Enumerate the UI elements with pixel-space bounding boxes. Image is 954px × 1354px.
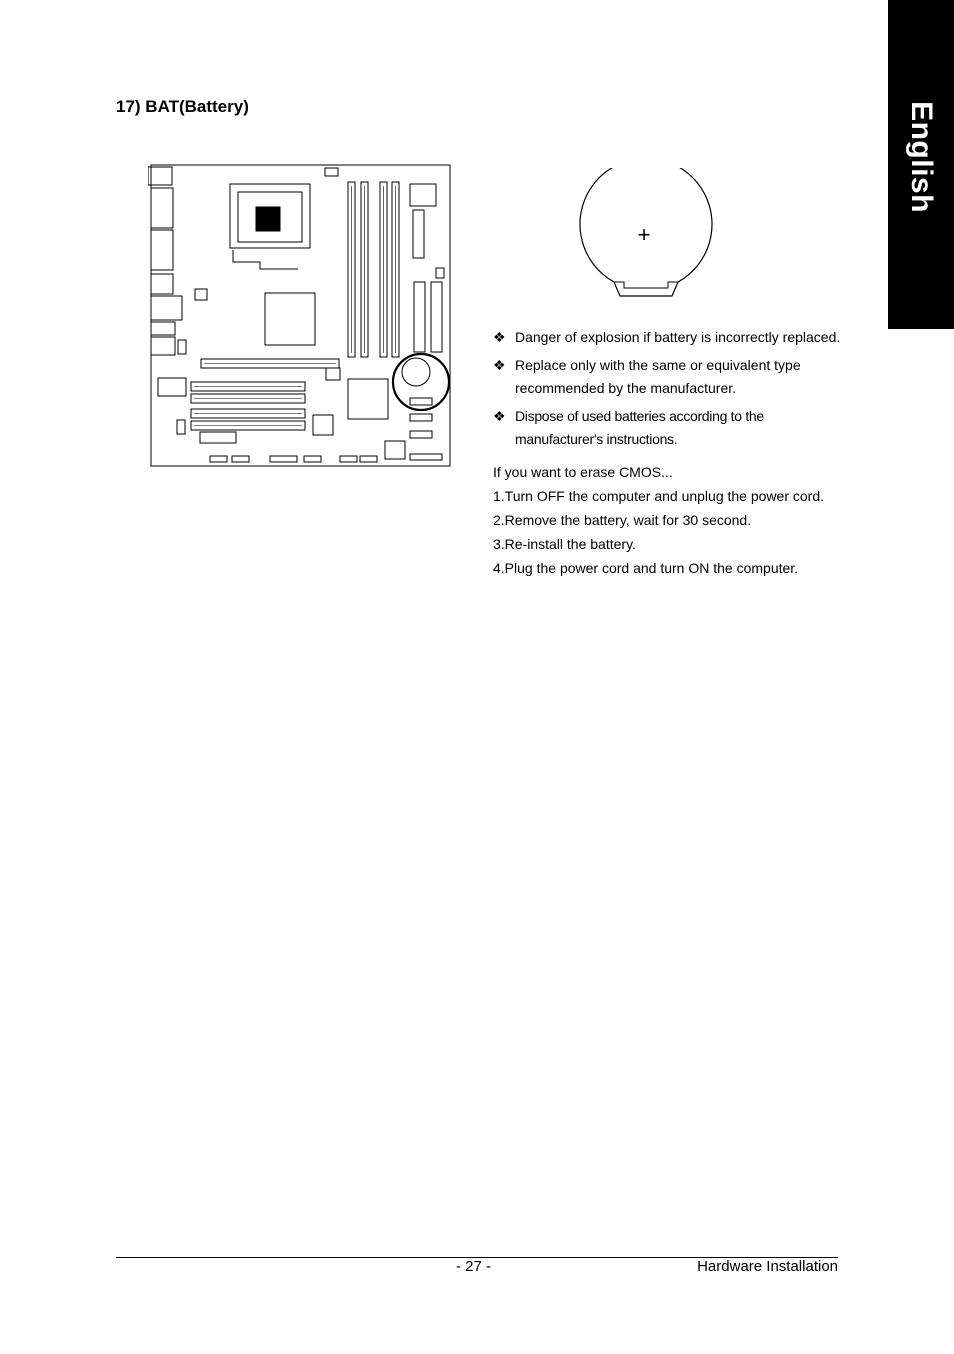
warning-text: Dispose of used batteries according to the manufacturer's instructions. <box>515 408 764 447</box>
footer-section-name: Hardware Installation <box>697 1258 838 1275</box>
battery-illustration <box>574 168 718 310</box>
diamond-bullet-icon: ❖ <box>493 408 506 424</box>
page-number: - 27 - <box>456 1258 492 1275</box>
warning-text: Danger of explosion if battery is incorrectly replaced. <box>515 329 841 345</box>
diamond-bullet-icon: ❖ <box>493 357 506 373</box>
cmos-step: 2.Remove the battery, wait for 30 second. <box>493 512 752 528</box>
warning-list <box>493 326 853 456</box>
diamond-bullet-icon: ❖ <box>493 329 506 345</box>
warning-item <box>493 326 853 349</box>
cmos-step: 1.Turn OFF the computer and unplug the power cord. <box>493 488 824 504</box>
warning-item <box>493 405 853 451</box>
warning-item <box>493 354 853 400</box>
language-tab-label: English <box>905 101 938 213</box>
cmos-step: 3.Re-install the battery. <box>493 536 636 552</box>
section-title: 17) BAT(Battery) <box>116 97 249 116</box>
cmos-instructions <box>493 460 824 580</box>
battery-polarity-label: + <box>637 222 651 247</box>
warning-text: Replace only with the same or equivalent type recommended by the manufacturer. <box>515 357 801 396</box>
cmos-step: 4.Plug the power cord and turn ON the computer. <box>493 560 799 576</box>
motherboard-diagram <box>148 162 454 470</box>
cmos-intro: If you want to erase CMOS... <box>493 464 673 480</box>
language-tab <box>888 0 954 329</box>
